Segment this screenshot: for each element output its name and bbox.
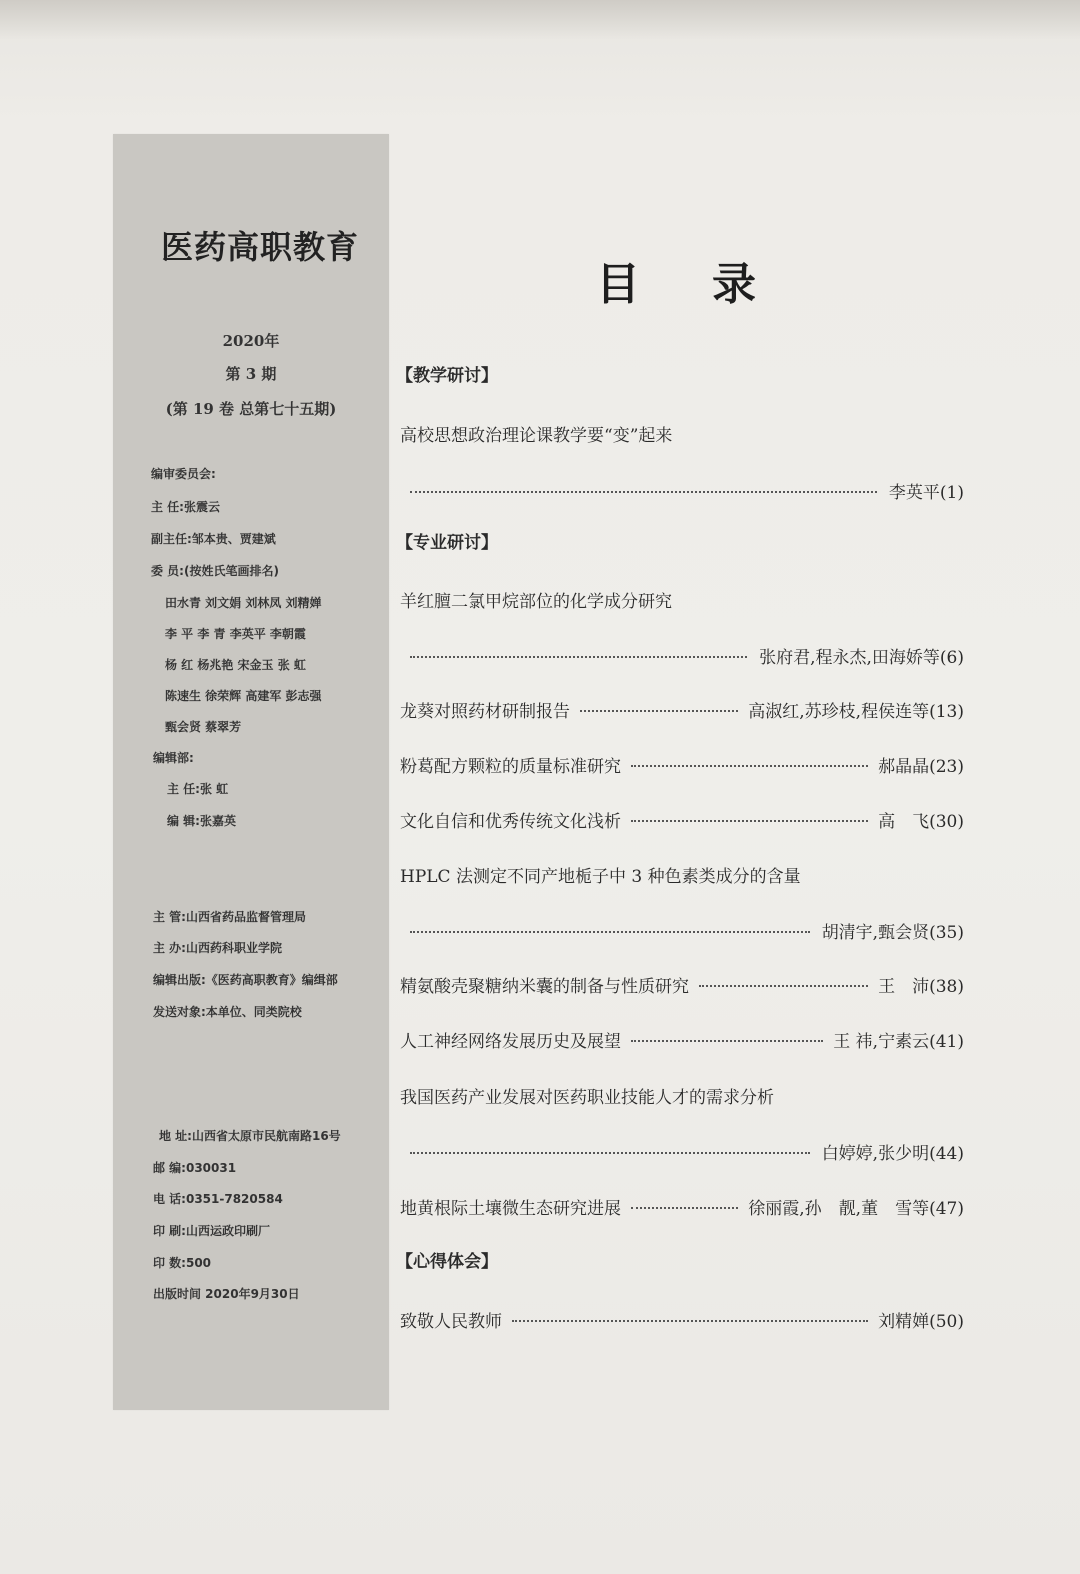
toc-title-char: 录 <box>712 259 756 310</box>
committee-member-row: 陈速生 徐荣辉 高建军 彭志强 <box>165 689 322 703</box>
leader-dots <box>410 1152 810 1154</box>
distribution: 发送对象:本单位、同类院校 <box>153 1005 302 1019</box>
leader-dots <box>512 1320 868 1322</box>
toc-entry-page: (47) <box>929 1199 964 1219</box>
toc-entry-page: (38) <box>929 977 964 997</box>
toc-entry-page: (35) <box>929 923 964 943</box>
journal-title: 医药高职教育 <box>161 228 360 266</box>
toc-entry-title[interactable]: 羊红膻二氯甲烷部位的化学成分研究 <box>400 592 672 612</box>
toc-entry-author: 王 沛 <box>878 977 930 997</box>
toc-entry-page: (30) <box>929 812 964 832</box>
print-count: 印 数:500 <box>153 1256 212 1270</box>
leader-dots <box>631 820 868 822</box>
toc-entry-author: 白婷婷,张少明 <box>821 1144 930 1164</box>
committee-member-row: 杨 红 杨兆艳 宋金玉 张 虹 <box>165 658 306 672</box>
toc-entry-page: (13) <box>929 702 964 722</box>
committee-vice-director: 副主任:邹本贵、贾建斌 <box>151 532 276 546</box>
section-heading: 【教学研讨】 <box>396 366 498 386</box>
toc-entry-page: (41) <box>929 1032 964 1052</box>
toc-entry-title: 致敬人民教师 <box>400 1312 502 1332</box>
toc-entry[interactable] <box>400 807 964 831</box>
toc-entry-title[interactable]: 高校思想政治理论课教学要“变”起来 <box>400 426 673 446</box>
publisher: 编辑出版:《医药高职教育》编缉部 <box>153 973 338 987</box>
toc-title-char: 目 <box>596 259 640 310</box>
toc-entry-title: 地黄根际土壤微生态研究进展 <box>400 1199 621 1219</box>
committee-member-row: 甄会贤 蔡翠芳 <box>165 720 242 734</box>
toc-entry-author: 刘精婵 <box>878 1312 930 1332</box>
toc-entry-author: 徐丽霞,孙 靓,董 雪等 <box>748 1199 930 1219</box>
section-heading: 【专业研讨】 <box>396 533 498 553</box>
leader-dots <box>631 765 868 767</box>
leader-dots <box>631 1207 738 1209</box>
toc-entry-authors <box>410 918 964 942</box>
publish-date: 出版时间 2020年9月30日 <box>153 1287 300 1301</box>
toc-entry-title: 文化自信和优秀传统文化浅析 <box>400 812 621 832</box>
editorial-director: 主 任:张 虹 <box>167 782 229 796</box>
toc-entry[interactable] <box>400 1027 964 1051</box>
committee-label: 编审委员会: <box>151 467 216 481</box>
toc-entry[interactable] <box>400 697 964 721</box>
toc-entry-author: 王 祎,宁素云 <box>833 1032 930 1052</box>
committee-member-row: 李 平 李 青 李英平 李朝霞 <box>165 627 306 641</box>
toc-entry[interactable] <box>400 1194 964 1218</box>
toc-entry-title: 人工神经网络发展历史及展望 <box>400 1032 621 1052</box>
toc-entry-author: 张府君,程永杰,田海娇等 <box>759 648 940 668</box>
address: 地 址:山西省太原市民航南路16号 <box>159 1129 341 1143</box>
toc-entry-author: 高 飞 <box>878 812 930 832</box>
toc-entry-title[interactable]: HPLC 法测定不同产地栀子中 3 种色素类成分的含量 <box>400 867 801 887</box>
issue-volume: (第 19 卷 总第七十五期) <box>165 400 337 418</box>
leader-dots <box>410 491 877 493</box>
toc-entry-author: 高淑红,苏珍枝,程侯连等 <box>748 702 930 722</box>
leader-dots <box>410 656 747 658</box>
toc-entry[interactable] <box>400 972 964 996</box>
editorial-label: 编辑部: <box>153 751 194 765</box>
committee-director: 主 任:张震云 <box>151 500 220 514</box>
toc-entry-page: (50) <box>929 1312 964 1332</box>
page-top-shadow <box>0 0 1080 40</box>
toc-entry[interactable] <box>400 752 964 776</box>
printer: 印 刷:山西运政印刷厂 <box>153 1224 270 1238</box>
leader-dots <box>631 1040 823 1042</box>
toc-entry-page: (44) <box>929 1144 964 1164</box>
toc-title <box>596 248 756 312</box>
toc-entry-page: (6) <box>939 648 964 668</box>
supervisor: 主 管:山西省药品监督管理局 <box>153 910 306 924</box>
toc-entry-authors <box>410 478 964 502</box>
leader-dots <box>699 985 868 987</box>
committee-members-label: 委 员:(按姓氏笔画排名) <box>151 564 279 578</box>
issue-number: 第 3 期 <box>225 365 277 383</box>
toc-entry-page: (23) <box>929 757 964 777</box>
postcode: 邮 编:030031 <box>153 1161 237 1175</box>
toc-entry-author: 李英平 <box>888 483 940 503</box>
toc-entry-title: 精氨酸壳聚糖纳米囊的制备与性质研究 <box>400 977 689 997</box>
committee-member-row: 田水青 刘文娟 刘林凤 刘精婵 <box>165 596 322 610</box>
leader-dots <box>580 710 738 712</box>
sponsor: 主 办:山西药科职业学院 <box>153 941 282 955</box>
toc-entry-authors <box>410 643 964 667</box>
masthead-sidebar <box>113 134 389 1410</box>
toc-entry-author: 胡清宇,甄会贤 <box>821 923 930 943</box>
editorial-editor: 编 辑:张嘉英 <box>167 814 236 828</box>
section-heading: 【心得体会】 <box>396 1252 498 1272</box>
phone: 电 话:0351-7820584 <box>153 1192 283 1206</box>
toc-entry-authors <box>410 1139 964 1163</box>
leader-dots <box>410 931 810 933</box>
toc-entry-page: (1) <box>939 483 964 503</box>
toc-entry-title: 龙葵对照药材研制报告 <box>400 702 570 722</box>
toc-entry-author: 郝晶晶 <box>878 757 930 777</box>
issue-year: 2020年 <box>222 332 280 350</box>
toc-entry-title[interactable]: 我国医药产业发展对医药职业技能人才的需求分析 <box>400 1088 774 1108</box>
toc-entry[interactable] <box>400 1307 964 1331</box>
toc-entry-title: 粉葛配方颗粒的质量标准研究 <box>400 757 621 777</box>
